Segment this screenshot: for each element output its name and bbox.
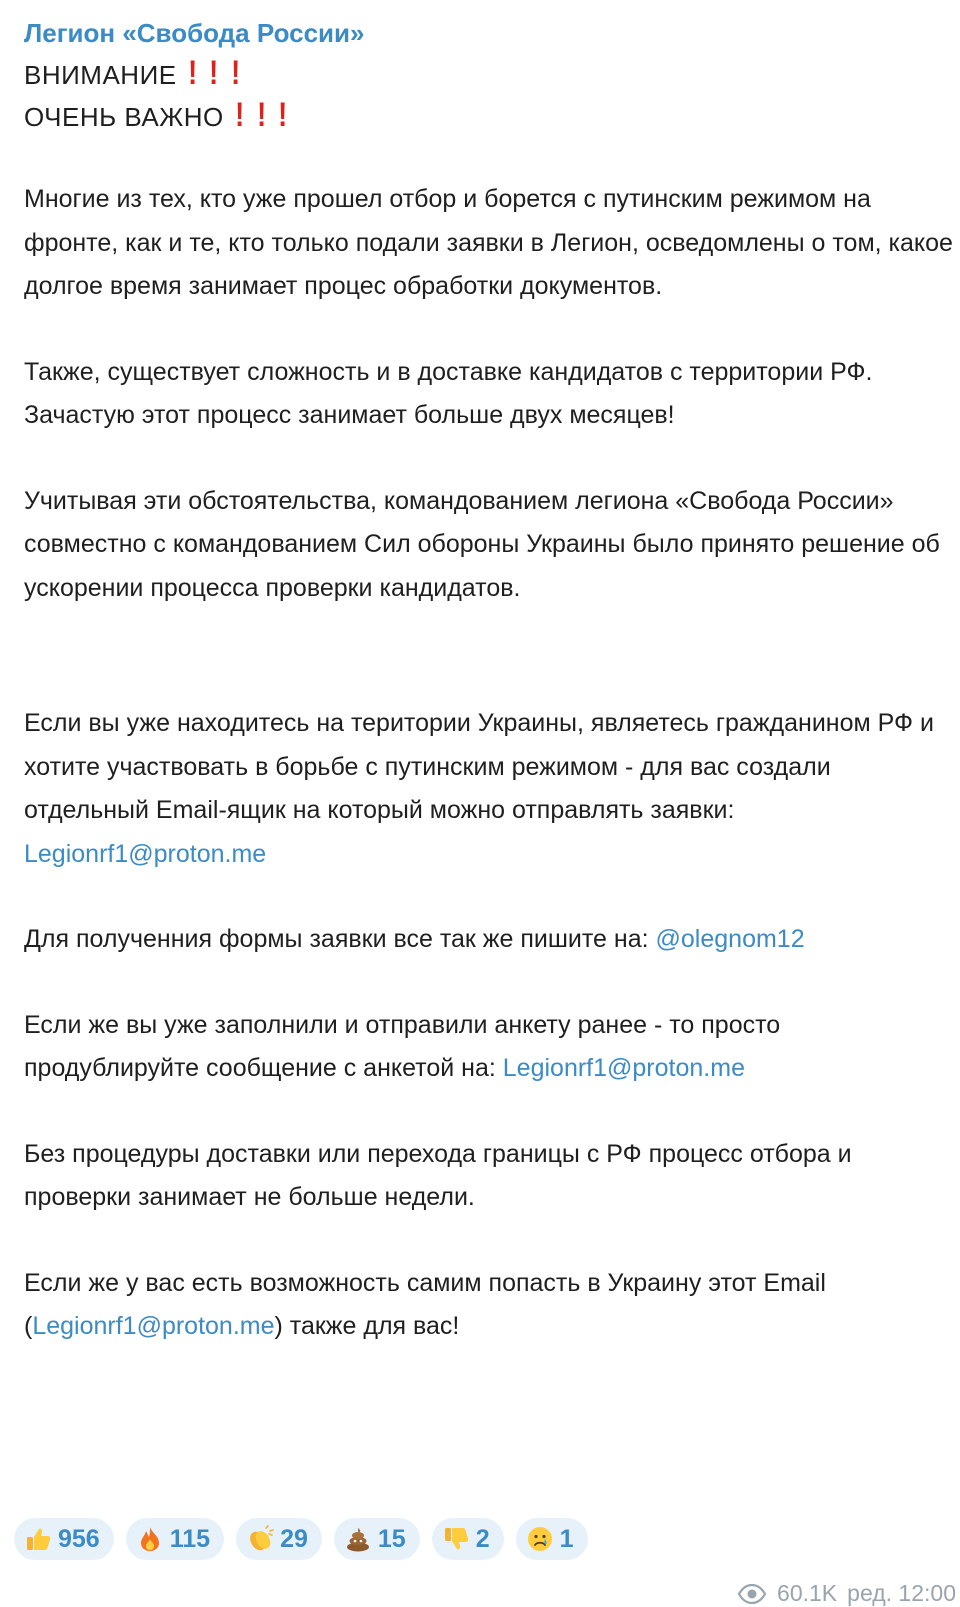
crying-face-icon <box>526 1525 554 1553</box>
paragraph-text: ) также для вас! <box>274 1312 460 1340</box>
exclamation-icon: ! <box>234 96 245 134</box>
exclamation-icon: ! <box>278 96 289 134</box>
eye-icon <box>737 1584 767 1604</box>
channel-name[interactable]: Легион «Свобода России» <box>24 18 365 48</box>
paragraph-text: Если же вы уже заполнили и отправили анкету ранее - то просто продублируйте сообщение с анкетой на: <box>24 1010 781 1082</box>
alert-line-important <box>24 94 954 136</box>
reaction-count: 1 <box>559 1524 574 1553</box>
paragraph-two-months: Зачастую этот процесс занимает больше двух месяцев! <box>24 401 675 429</box>
paragraph-resend <box>24 1004 954 1091</box>
reaction-thumbs-up[interactable] <box>14 1518 114 1560</box>
paragraph-form-request <box>24 918 954 962</box>
username-link[interactable]: @olegnom12 <box>655 925 805 953</box>
paragraph-decision: Учитывая эти обстоятельства, командованием легиона «Свобода России» совместно с командованием Сил обороны Украины было принято решение об ускорении процесса проверки кандидатов. <box>24 486 940 602</box>
reaction-count: 956 <box>58 1524 100 1553</box>
message-meta <box>737 1580 956 1607</box>
reaction-fire[interactable] <box>126 1518 224 1560</box>
thumbs-up-icon <box>24 1525 52 1553</box>
email-link[interactable]: Legionrf1@proton.me <box>24 839 267 868</box>
reaction-thumbs-down[interactable] <box>432 1518 504 1560</box>
reaction-clapping-hands[interactable] <box>236 1518 322 1560</box>
paragraph-self-arrival <box>24 1262 954 1349</box>
clapping-hands-icon <box>246 1525 274 1553</box>
paragraph-delivery-difficulty: Также, существует сложность и в доставке кандидатов с территории РФ. <box>24 357 873 386</box>
email-link[interactable]: Legionrf1@proton.me <box>502 1054 745 1082</box>
paragraph-one-week: Без процедуры доставки или перехода границы с РФ процесс отбора и проверки занимает не больше недели. <box>24 1139 852 1211</box>
reaction-count: 2 <box>475 1524 490 1553</box>
paragraph-text: Если же у вас есть возможность самим попасть в Украину этот Email ( <box>24 1268 826 1340</box>
paragraph-processing-time: Многие из тех, кто уже прошел отбор и борется с путинским режимом на фронте, как и те, кто только подали заявки в Легион, осведомлены о том, какое долгое время занимает процес обработки документов. <box>24 185 953 300</box>
reaction-crying-face[interactable] <box>516 1518 588 1560</box>
reaction-poop[interactable] <box>334 1518 420 1560</box>
thumbs-down-icon <box>442 1525 470 1553</box>
paragraph-email-ukraine <box>24 702 954 876</box>
alert-text-attention: ВНИМАНИЕ <box>24 60 177 90</box>
paragraph-text: Если вы уже находитесь на територии Украины, являетесь гражданином РФ и хотите участвовать в борьбе с путинским режимом - для вас создали отдельный Email-ящик на который можно отправлять заявки: <box>24 709 934 824</box>
paragraph-text: Для полученния формы заявки все так же пишите на: <box>24 925 656 953</box>
exclamation-icon: ! <box>256 96 267 134</box>
email-link[interactable]: Legionrf1@proton.me <box>32 1312 275 1340</box>
reaction-count: 29 <box>280 1524 308 1553</box>
alert-line-attention <box>24 52 954 94</box>
exclamation-icon: ! <box>231 54 241 92</box>
views-count: 60.1K <box>777 1580 838 1606</box>
alert-text-important: ОЧЕНЬ ВАЖНО <box>24 102 224 132</box>
exclamation-icon: ! <box>187 54 198 92</box>
reactions-bar <box>14 1518 588 1560</box>
fire-icon <box>136 1525 164 1553</box>
exclamation-icon: ! <box>209 54 220 92</box>
reaction-count: 115 <box>169 1524 211 1553</box>
poop-icon <box>344 1525 372 1553</box>
edited-time: ред. 12:00 <box>847 1580 956 1606</box>
reaction-count: 15 <box>377 1524 406 1553</box>
message-body <box>24 14 954 1349</box>
